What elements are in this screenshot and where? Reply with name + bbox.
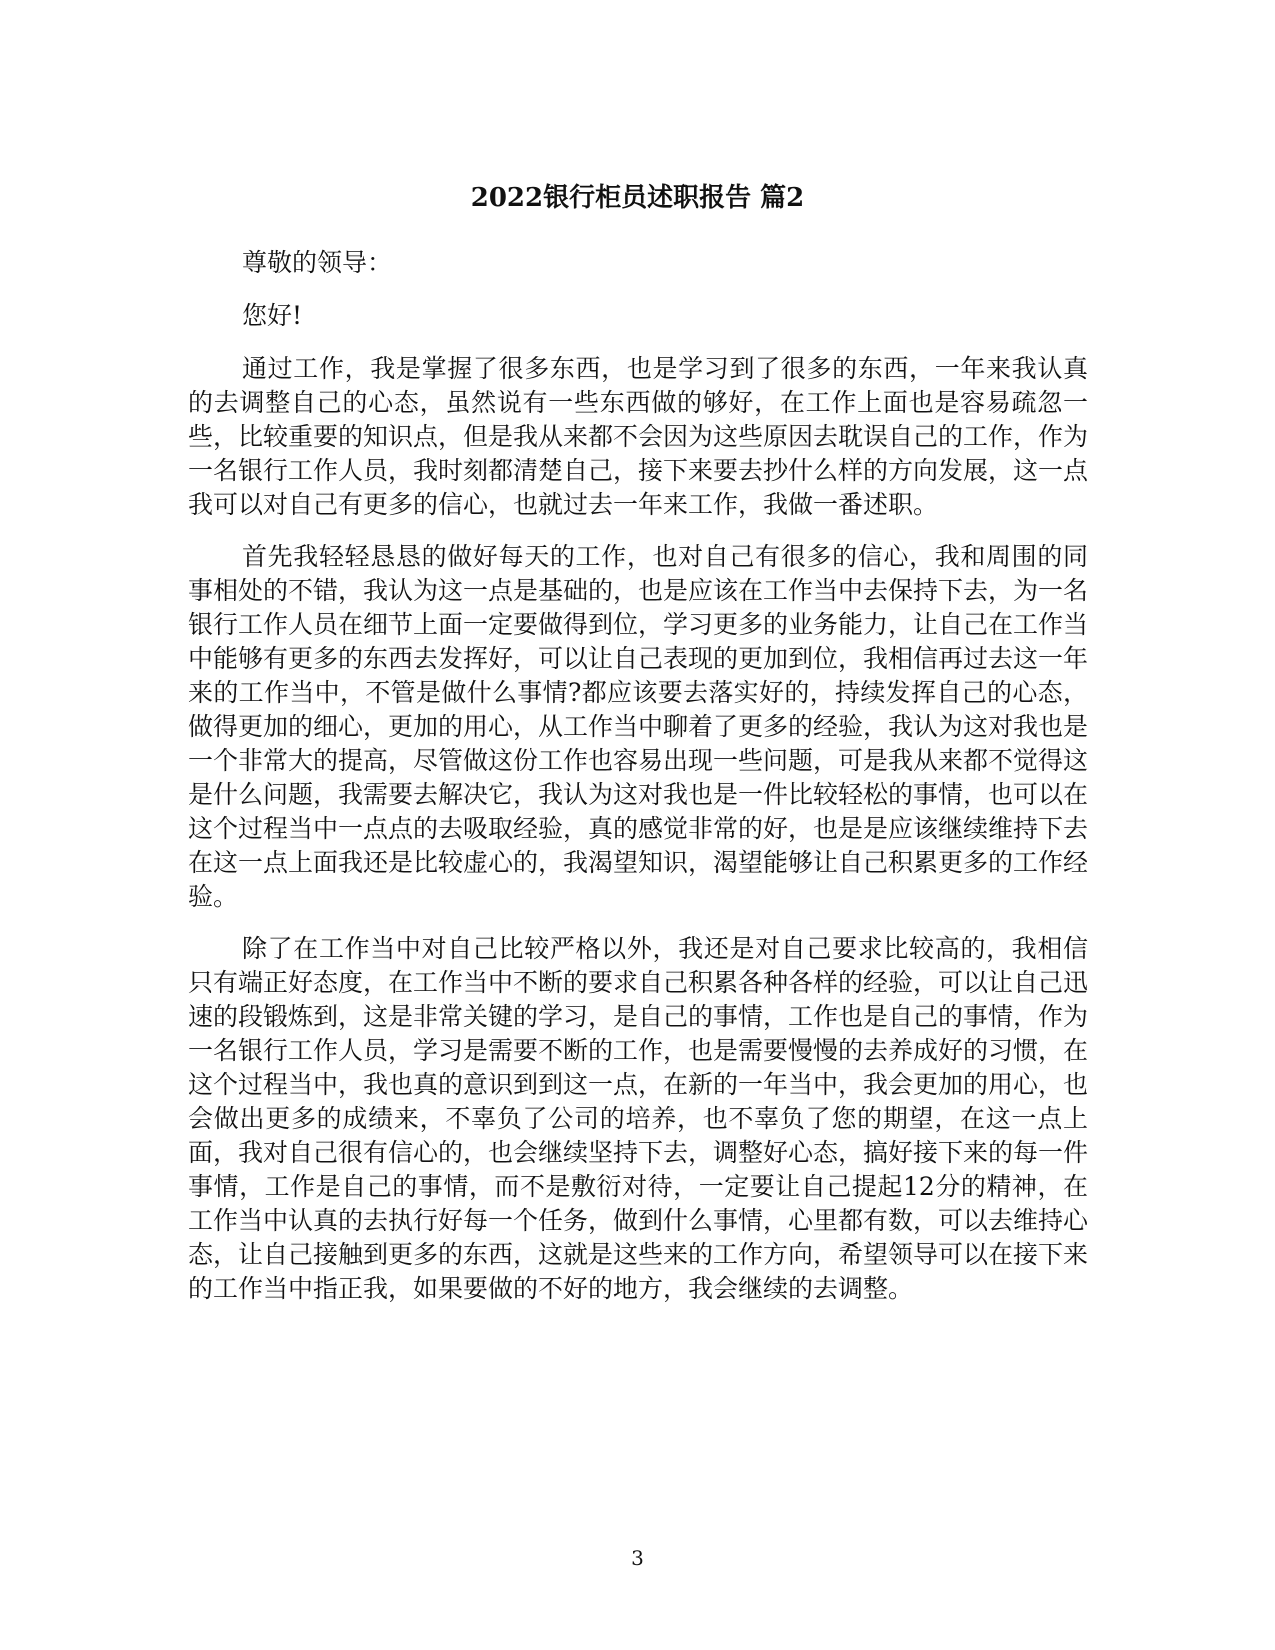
page-number: 3 bbox=[631, 1546, 644, 1570]
paragraph-3: 除了在工作当中对自己比较严格以外，我还是对自己要求比较高的，我相信只有端正好态度，在工作当中不断的要求自己积累各种各样的经验，可以让自己迅速的段锻炼到，这是非常关键的学习，是自己的事情，工作也是自己的事情，作为一名银行工作人员，学习是需要不断的工作，也是需要慢慢的去养成好的习惯，在这个过程当中，我也真的意识到到这一点，在新的一年当中，我会更加的用心，也会做出更多的成绩来，不辜负了公司的培养，也不辜负了您的期望，在这一点上面，我对自己很有信心的，也会继续坚持下去，调整好心态，搞好接下来的每一件事情，工作是自己的事情，而不是敷衍对待，一定要让自己提起12分的精神，在工作当中认真的去执行好每一个任务，做到什么事情，心里都有数，可以去维持心态，让自己接触到更多的东西，这就是这些来的工作方向，希望领导可以在接下来的工作当中指正我，如果要做的不好的地方，我会继续的去调整。 bbox=[188, 934, 1089, 1303]
document-title: 2022银行柜员述职报告 篇2 bbox=[470, 183, 805, 213]
document-body bbox=[188, 246, 1088, 1324]
paragraph-1: 通过工作，我是掌握了很多东西，也是学习到了很多的东西，一年来我认真的去调整自己的心态，虽然说有一些东西做的够好，在工作上面也是容易疏忽一些，比较重要的知识点，但是我从来都不会因为这些原因去耽误自己的工作，作为一名银行工作人员，我时刻都清楚自己，接下来要去抄什么样的方向发展，这一点我可以对自己有更多的信心，也就过去一年来工作，我做一番述职。 bbox=[188, 354, 1089, 519]
salutation: 尊敬的领导： bbox=[242, 248, 393, 277]
paragraph-2: 首先我轻轻恳恳的做好每天的工作，也对自己有很多的信心，我和周围的同事相处的不错，我认为这一点是基础的，也是应该在工作当中去保持下去，为一名银行工作人员在细节上面一定要做得到位，学习更多的业务能力，让自己在工作当中能够有更多的东西去发挥好，可以让自己表现的更加到位，我相信再过去这一年来的工作当中，不管是做什么事情?都应该要去落实好的，持续发挥自己的心态，做得更加的细心，更加的用心，从工作当中聊着了更多的经验，我认为这对我也是一个非常大的提高，尽管做这份工作也容易出现一些问题，可是我从来都不觉得这是什么问题，我需要去解决它，我认为这对我也是一件比较轻松的事情，也可以在这个过程当中一点点的去吸取经验，真的感觉非常的好，也是是应该继续维持下去在这一点上面我还是比较虚心的，我渴望知识，渴望能够让自己积累更多的工作经验。 bbox=[188, 542, 1089, 911]
greeting: 您好! bbox=[242, 301, 303, 330]
